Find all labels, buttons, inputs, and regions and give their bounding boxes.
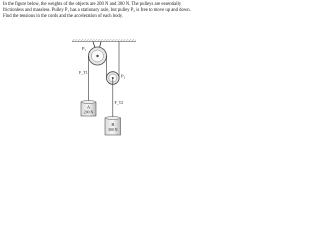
pulley-1 <box>89 47 107 65</box>
problem-statement: In the figure below, the weights of the objects are 200 N and 300 N. The pulleys are essentially frictionless and massless. Pulley P₁ has a stationary axle, but pulley P₂ is free to move up and down. Find the tensions in the cords and the acceleration of each body. <box>3 2 191 20</box>
block-b-weight: 300 N <box>108 128 118 132</box>
ceiling <box>72 39 136 42</box>
tension-1-label: F_T1 <box>79 70 88 75</box>
pulley-2-label: P₂ <box>121 73 126 79</box>
tension-2-label: F_T2 <box>114 100 124 105</box>
block-a-weight: 200 N <box>83 110 94 115</box>
block-b-letter: B <box>111 122 115 127</box>
pulley-figure <box>0 0 200 144</box>
block-a-letter: A <box>86 104 91 110</box>
pulley-1-label: P₁ <box>82 46 87 51</box>
